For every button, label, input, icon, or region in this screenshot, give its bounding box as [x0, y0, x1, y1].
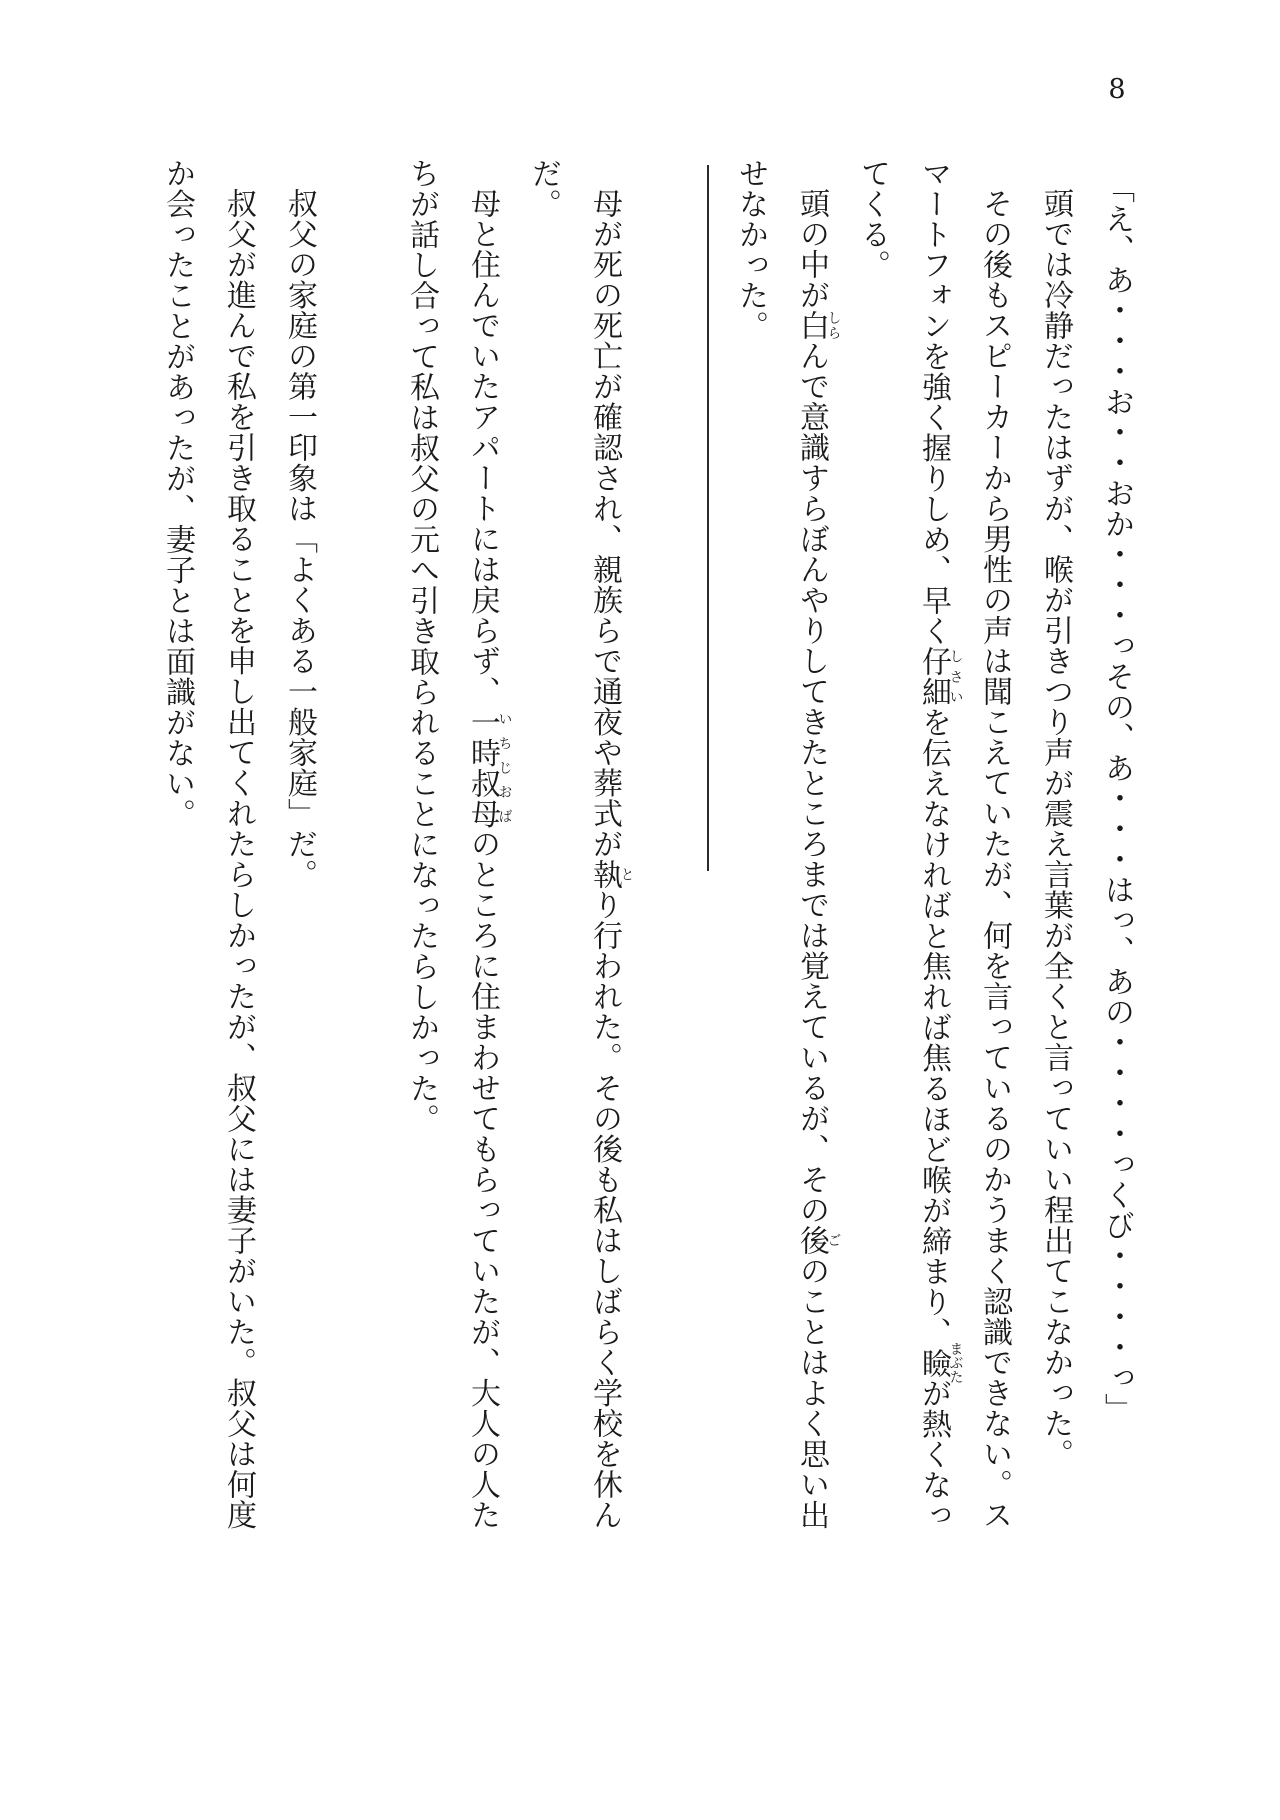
text-line: てくる。	[855, 158, 890, 280]
scene-break-line	[707, 165, 709, 871]
text-line: か会ったことがあったが、妻子とは面識がない。	[160, 158, 195, 829]
page-number: 8	[1108, 74, 1126, 105]
text-line: 母が死の死亡が確認され、親族らで通夜や葬式が執とり行われた。その後も私はしばらく学校を休ん	[587, 188, 635, 1530]
text-line: 「え、あ・・・お・・おか・・・っその、あ・・・はっ、あの・・・・っくび・・・・っ」	[1099, 173, 1134, 1424]
text-line: マートフォンを強く握りしめ、早く仔細しさいを伝えなければと焦れば焦るほど喉が締まり、瞼まぶたが熱くなっ	[916, 158, 964, 1531]
text-line: 母と住んでいたアパートには戻らず、一時叔母いちじおばのところに住まわせてもらっていたが、大人の人た	[465, 188, 513, 1530]
text-line: せなかった。	[733, 158, 768, 341]
text-line: 頭の中が白しらんで意識すらぼんやりしてきたところまでは覚えているが、その後ごのことはよく思い出	[794, 188, 842, 1530]
text-columns	[147, 158, 1147, 1698]
text-line: その後もスピーカーから男性の声は聞こえていたが、何を言っているのかうまく認識できない。ス	[977, 188, 1012, 1530]
empty-line	[330, 158, 391, 1698]
scene-break	[635, 158, 720, 1698]
text-line: 叔父の家庭の第一印象は「よくある一般家庭」だ。	[282, 188, 317, 890]
text-line: だ。	[526, 158, 561, 219]
text-line: 頭では冷静だったはずが、喉が引きつり声が震え言葉が全くと言っていい程出てこなかった。	[1038, 188, 1073, 1469]
text-line: 叔父が進んで私を引き取ることを申し出てくれたらしかったが、叔父には妻子がいた。叔父は何度	[221, 188, 256, 1530]
text-line: ちが話し合って私は叔父の元へ引き取られることになったらしかった。	[404, 158, 439, 1134]
